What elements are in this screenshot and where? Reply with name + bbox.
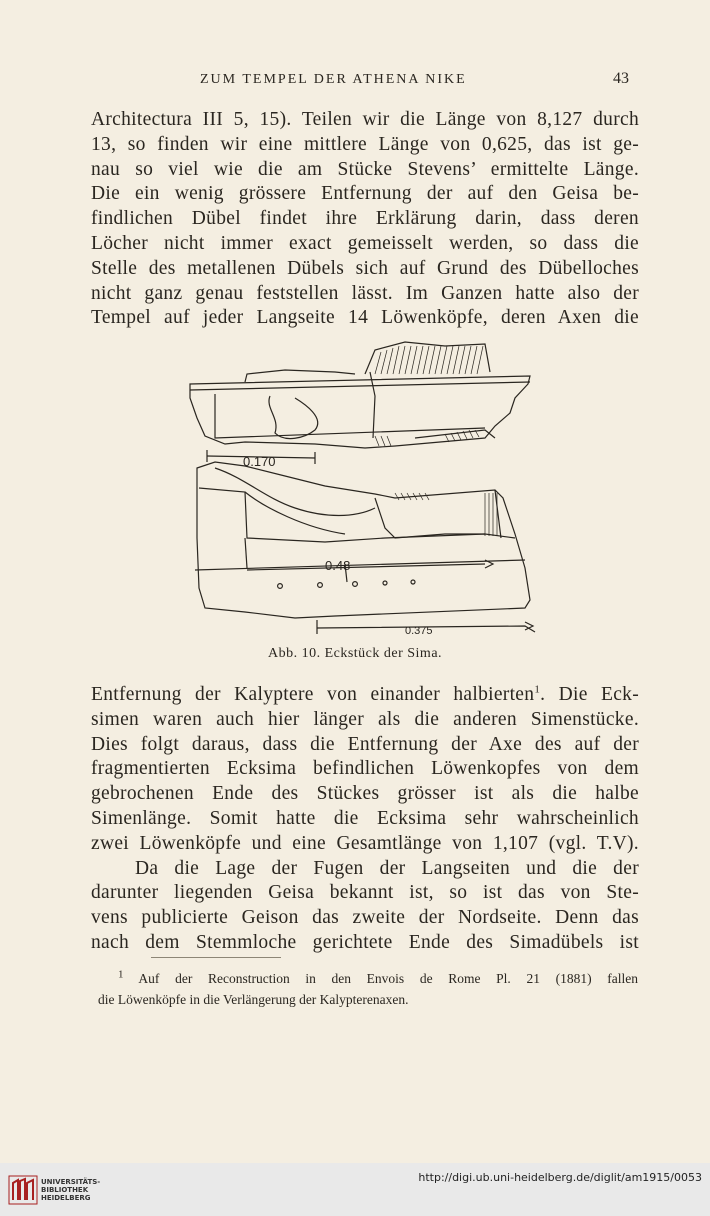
footnote [98, 968, 638, 1010]
text-line: Tempel auf jeder Langseite 14 Löwenköpfe, deren Axen die [91, 307, 639, 329]
text-line: Dies folgt daraus, dass die Entfernung der Axe des auf der [91, 733, 639, 755]
text-line: Architectura III 5, 15). Teilen wir die Länge von 8,127 durch [91, 109, 639, 130]
text-line: gebrochenen Ende des Stückes grösser ist als die halbe [91, 783, 639, 805]
text-line: nicht ganz genau feststellen lässt. Im Ganzen hatte also der [91, 282, 639, 304]
library-logo-icon[interactable] [8, 1175, 38, 1205]
footnote-text: Auf der Reconstruction in den Envois de Rome Pl. 21 (1881) fallen [138, 971, 638, 986]
text-fragment: Entfernung der Kalyptere von einander halbierten [91, 684, 535, 705]
library-name-line: HEIDELBERG [41, 1194, 91, 1202]
footnote-line [98, 968, 638, 989]
footnote-line: die Löwenköpfe in die Verlängerung der Kalypterenaxen. [98, 992, 409, 1007]
text-line: nach dem Stemmloche gerichtete Ende des Simadübels ist [91, 931, 639, 953]
dimension-label-bottom: 0.375 [405, 625, 433, 637]
body-text-bottom [91, 683, 639, 956]
footnote-marker: 1 [118, 968, 124, 981]
lion-head-sketch [269, 396, 318, 439]
text-fragment: . Die Eck- [540, 684, 639, 705]
figure-sima-corner-drawing [185, 338, 545, 638]
dimension-label-top: 0.170 [243, 454, 276, 469]
text-line: Stelle des metallenen Dübels sich auf Grund des Dübelloches [91, 257, 639, 279]
permalink-url[interactable]: http://digi.ub.uni-heidelberg.de/diglit/am1915/0053 [418, 1171, 702, 1184]
text-line: simen waren auch hier länger als die anderen Simenstücke. [91, 708, 639, 730]
text-line: nau so viel wie die am Stücke Stevens’ ermittelte Länge. [91, 158, 639, 180]
text-line: findlichen Dübel findet ihre Erklärung darin, dass deren [91, 208, 639, 230]
page-header [0, 70, 710, 94]
text-line: 13, so finden wir eine mittlere Länge von 0,625, das ist ge- [91, 133, 639, 155]
figure-caption: Abb. 10. Eckstück der Sima. [267, 646, 443, 661]
library-name-line: UNIVERSITÄTS- [41, 1178, 101, 1186]
body-text-top [91, 108, 639, 331]
text-line: zwei Löwenköpfe und eine Gesamtlänge von 1,107 (vgl. T.V). [91, 832, 639, 854]
text-line: Löcher nicht immer exact gemeisselt werden, so dass die [91, 232, 639, 254]
text-line: vens publicierte Geison das zweite der Nordseite. Denn das [91, 907, 639, 929]
library-name-line: BIBLIOTHEK [41, 1186, 89, 1194]
footnote-separator [151, 957, 281, 958]
text-line [91, 683, 639, 708]
running-title: ZUM TEMPEL DER ATHENA NIKE [200, 72, 467, 87]
page-number: 43 [613, 70, 629, 87]
sima-drawing [185, 338, 545, 638]
text-line: Die ein wenig grössere Entfernung der auf den Geisa be- [91, 183, 639, 205]
dimension-label-middle: 0.48 [325, 558, 351, 573]
text-line: Da die Lage der Fugen der Langseiten und die der [135, 857, 639, 879]
text-line: darunter liegenden Geisa bekannt ist, so ist das von Ste- [91, 882, 639, 904]
footnote-reference: 1 [534, 683, 541, 696]
library-name[interactable] [41, 1178, 100, 1202]
text-line: Simenlänge. Somit hatte die Ecksima sehr wahrscheinlich [91, 807, 639, 829]
text-line: fragmentierten Ecksima befindlichen Löwenkopfes von dem [91, 758, 639, 780]
